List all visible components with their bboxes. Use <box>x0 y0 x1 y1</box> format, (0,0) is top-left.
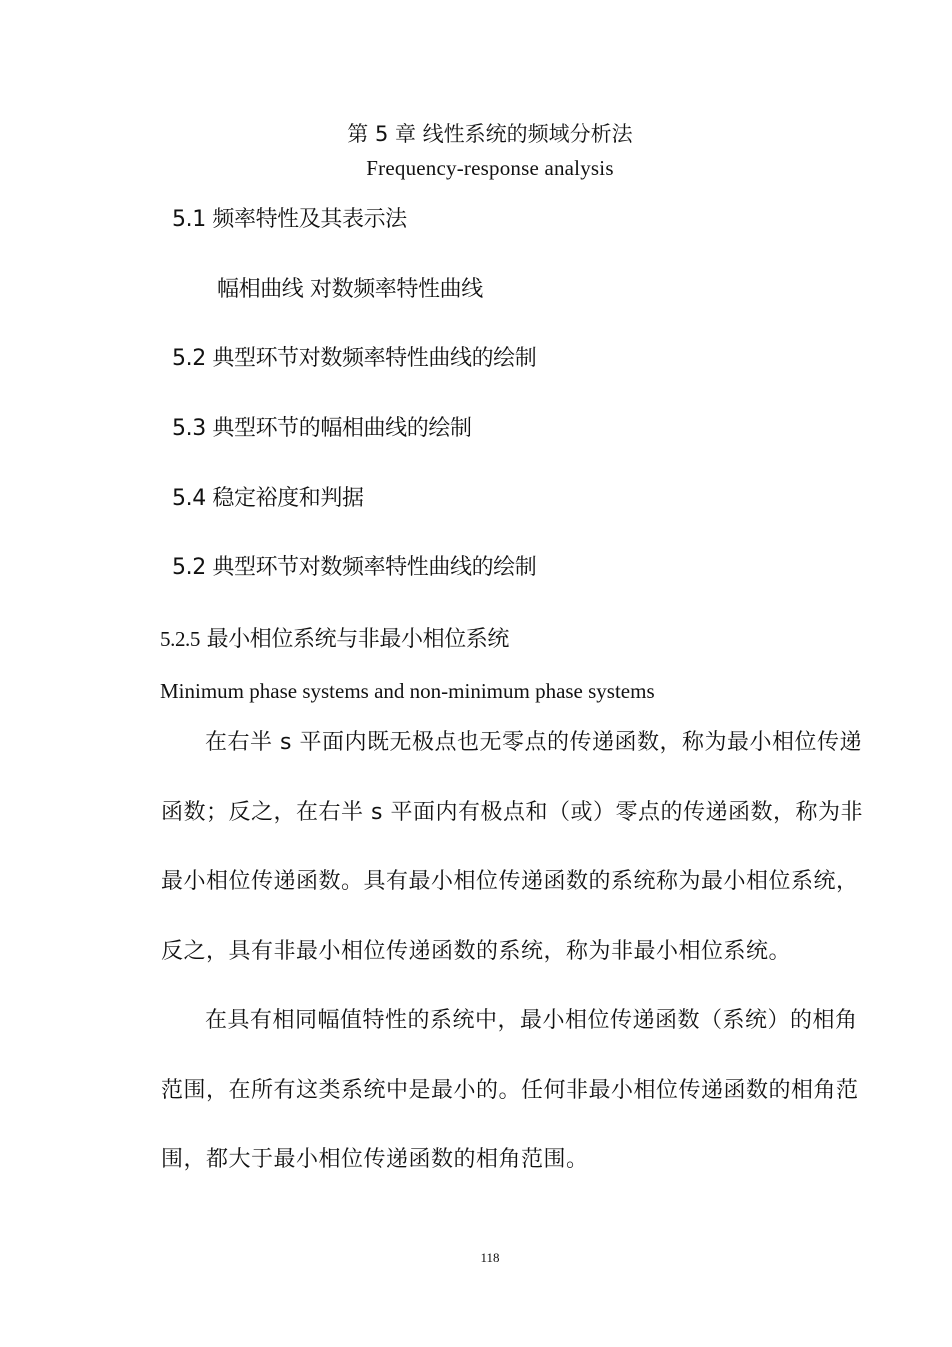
page-number: 118 <box>480 1250 500 1265</box>
paragraph-2-line-2: 范围，在所有这类系统中是最小的。任何非最小相位传递函数的相角范 <box>161 1078 859 1103</box>
paragraph-2-line-3: 围，都大于最小相位传递函数的相角范围。 <box>161 1147 589 1172</box>
section-english-title: Minimum phase systems and non-minimum phase systems <box>160 679 655 703</box>
section-heading <box>160 624 509 655</box>
toc-item-5-2: 5.2 典型环节对数频率特性曲线的绘制 <box>172 346 537 371</box>
chapter-subtitle: Frequency-response analysis <box>366 156 614 180</box>
toc-item-5-3: 5.3 典型环节的幅相曲线的绘制 <box>172 416 472 441</box>
paragraph-1-line-4: 反之，具有非最小相位传递函数的系统，称为非最小相位系统。 <box>161 939 792 964</box>
section-title: 最小相位系统与非最小相位系统 <box>200 627 510 652</box>
chapter-title: 第 5 章 线性系统的频域分析法 <box>347 122 633 146</box>
paragraph-2-line-1: 在具有相同幅值特性的系统中，最小相位传递函数（系统）的相角 <box>205 1008 858 1033</box>
section-number: 5.2.5 <box>160 627 201 651</box>
toc-item-5-1-sub: 幅相曲线 对数频率特性曲线 <box>217 277 483 302</box>
toc-item-5-4: 5.4 稳定裕度和判据 <box>172 486 364 511</box>
paragraph-1-line-1: 在右半 s 平面内既无极点也无零点的传递函数，称为最小相位传递 <box>205 730 862 755</box>
toc-item-5-1: 5.1 频率特性及其表示法 <box>172 207 407 232</box>
toc-item-5-2-repeat: 5.2 典型环节对数频率特性曲线的绘制 <box>172 555 537 580</box>
paragraph-1-line-2: 函数；反之，在右半 s 平面内有极点和（或）零点的传递函数，称为非 <box>161 800 863 825</box>
paragraph-1-line-3: 最小相位传递函数。具有最小相位传递函数的系统称为最小相位系统， <box>161 869 859 894</box>
